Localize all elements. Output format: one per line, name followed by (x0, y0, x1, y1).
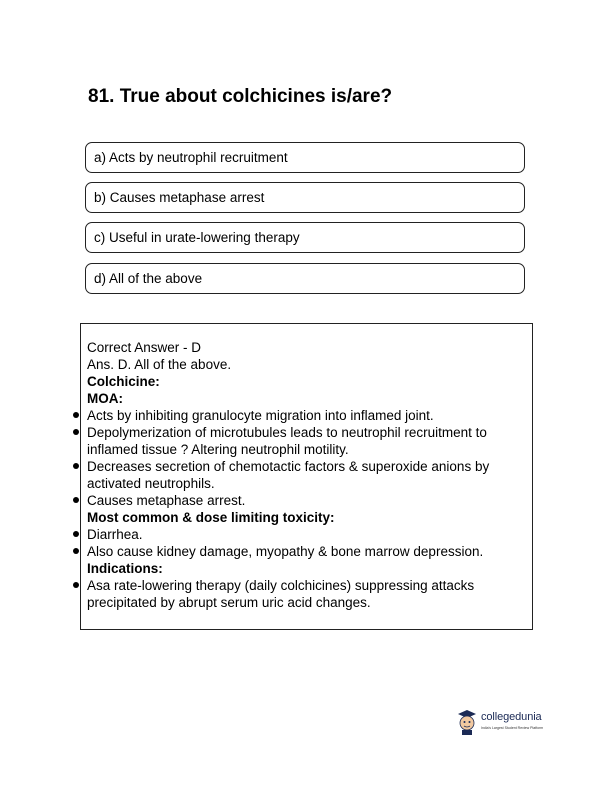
option-c[interactable]: c) Useful in urate-lowering therapy (85, 222, 525, 253)
collegedunia-logo (456, 708, 548, 738)
answer-line: Ans. D. All of the above. (87, 357, 232, 372)
list-item (87, 458, 527, 492)
option-a[interactable]: a) Acts by neutrophil recruitment (85, 142, 525, 173)
moa-heading: MOA: (87, 391, 123, 406)
toxicity-heading: Most common & dose limiting toxicity: (87, 510, 335, 525)
list-item (87, 526, 527, 543)
bullet-icon (73, 497, 79, 503)
bullet-icon (73, 463, 79, 469)
list-item (87, 492, 527, 509)
list-item (87, 407, 527, 424)
bullet-text: Also cause kidney damage, myopathy & bone marrow depression. (87, 544, 484, 559)
bullet-text: Diarrhea. (87, 527, 143, 542)
bullet-icon (73, 582, 79, 588)
bullet-icon (73, 412, 79, 418)
list-item (87, 543, 527, 560)
mascot-icon (456, 708, 478, 736)
bullet-icon (73, 429, 79, 435)
bullet-icon (73, 548, 79, 554)
option-b[interactable]: b) Causes metaphase arrest (85, 182, 525, 213)
correct-answer: Correct Answer - D (87, 340, 202, 355)
bullet-text: Asa rate-lowering therapy (daily colchicines) suppressing attacks precipitated by abrupt serum uric acid changes. (87, 578, 475, 610)
bullet-icon (73, 531, 79, 537)
option-d[interactable]: d) All of the above (85, 263, 525, 294)
bullet-text: Acts by inhibiting granulocyte migration into inflamed joint. (87, 408, 434, 423)
bullet-text: Causes metaphase arrest. (87, 493, 246, 508)
brand-tagline: India's Largest Student Review Platform (481, 726, 544, 730)
answer-explanation (87, 339, 527, 611)
list-item (87, 577, 527, 611)
indications-heading: Indications: (87, 561, 163, 576)
list-item (87, 424, 527, 458)
bullet-text: Depolymerization of microtubules leads to neutrophil recruitment to inflamed tissue ? Altering neutrophil motility. (87, 425, 487, 457)
bullet-text: Decreases secretion of chemotactic factors & superoxide anions by activated neutrophils. (87, 459, 490, 491)
question-title: 81. True about colchicines is/are? (88, 86, 393, 107)
brand-name: collegedunia (481, 711, 542, 723)
drug-heading: Colchicine: (87, 374, 160, 389)
